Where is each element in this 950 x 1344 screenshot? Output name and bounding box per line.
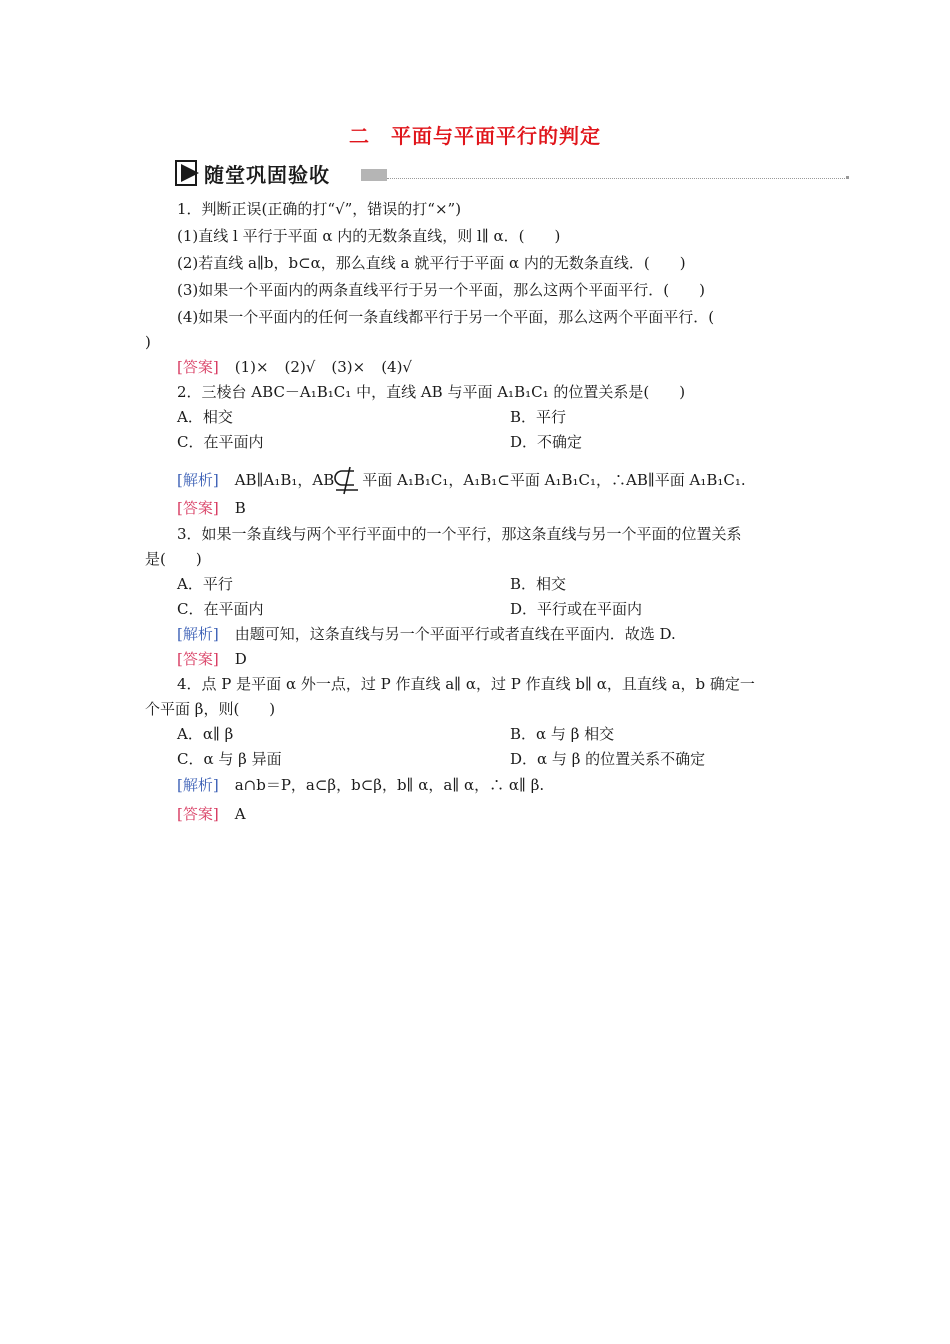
answer-tag: [答案]	[177, 650, 219, 668]
q1-answer-row	[177, 356, 428, 378]
analysis-tag: [解析]	[177, 471, 219, 489]
q1-answer-3: (3)×	[331, 358, 366, 376]
analysis-tag: [解析]	[177, 625, 219, 643]
q4-answer-row	[177, 803, 246, 825]
q4-option-b: B．α 与 β 相交	[510, 725, 615, 743]
q2-answer-row	[177, 497, 246, 519]
answer-tag: [答案]	[177, 499, 219, 517]
q4-stem: 4．点 P 是平面 α 外一点，过 P 作直线 a∥ α，过 P 作直线 b∥ α，且直线 a，b 确定一	[177, 675, 755, 693]
not-subset-icon	[332, 469, 364, 491]
q1-statement-4: (4)如果一个平面内的任何一条直线都平行于另一个平面，那么这两个平面平行．(	[177, 308, 715, 326]
q1-answer-1: (1)×	[234, 358, 269, 376]
q3-option-c: C．在平面内	[177, 600, 264, 618]
q1-answer-2: (2)√	[284, 358, 316, 376]
q2-option-d: D．不确定	[510, 433, 583, 451]
q3-analysis-row	[177, 623, 676, 645]
page-title: 二 平面与平面平行的判定	[349, 124, 601, 148]
q3-option-b: B．相交	[510, 575, 567, 593]
banner-end-dot	[846, 176, 849, 179]
answer-tag: [答案]	[177, 358, 219, 376]
play-arrow-icon	[175, 160, 201, 186]
q2-analysis-part2: 平面 A₁B₁C₁，A₁B₁⊂平面 A₁B₁C₁，∴AB∥平面 A₁B₁C₁.	[362, 471, 746, 489]
q3-answer-row	[177, 648, 247, 670]
section-banner	[175, 156, 850, 190]
q1-statement-2: (2)若直线 a∥b，b⊂α，那么直线 a 就平行于平面 α 内的无数条直线．( )	[177, 254, 686, 272]
q4-analysis: a∩b＝P，a⊂β，b⊂β，b∥ α，a∥ α，∴ α∥ β.	[234, 776, 545, 794]
q1-statement-1: (1)直线 l 平行于平面 α 内的无数条直线，则 l∥ α．( )	[177, 227, 561, 245]
q1-stem: 1．判断正误(正确的打“√”，错误的打“×”)	[177, 200, 462, 218]
answer-tag: [答案]	[177, 805, 219, 823]
banner-label: 随堂巩固验收	[204, 163, 330, 187]
q3-stem-wrap: 是( )	[145, 550, 202, 568]
q4-option-c: C．α 与 β 异面	[177, 750, 282, 768]
q4-option-d: D．α 与 β 的位置关系不确定	[510, 750, 706, 768]
q3-stem: 3．如果一条直线与两个平行平面中的一个平行，那这条直线与另一个平面的位置关系	[177, 525, 742, 543]
q1-answer-4: (4)√	[381, 358, 412, 376]
q1-statement-4-wrap: )	[145, 333, 151, 351]
q2-option-a: A．相交	[177, 408, 233, 426]
q2-option-c: C．在平面内	[177, 433, 264, 451]
q4-option-a: A．α∥ β	[177, 725, 234, 743]
q2-analysis-part1: AB∥A₁B₁，AB	[234, 471, 335, 489]
q3-option-a: A．平行	[177, 575, 233, 593]
analysis-tag: [解析]	[177, 776, 219, 794]
banner-bar	[361, 169, 387, 181]
q2-stem: 2．三棱台 ABC－A₁B₁C₁ 中，直线 AB 与平面 A₁B₁C₁ 的位置关系是( )	[177, 383, 686, 401]
q3-analysis: 由题可知，这条直线与另一个平面平行或者直线在平面内．故选 D.	[234, 625, 676, 643]
banner-divider	[387, 178, 847, 179]
q3-option-d: D．平行或在平面内	[510, 600, 643, 618]
q2-option-b: B．平行	[510, 408, 567, 426]
q4-stem-wrap: 个平面 β，则( )	[145, 700, 276, 718]
q1-statement-3: (3)如果一个平面内的两条直线平行于另一个平面，那么这两个平面平行．( )	[177, 281, 705, 299]
q2-answer: B	[234, 499, 246, 517]
q4-answer: A	[234, 805, 246, 823]
q2-analysis-row	[177, 469, 746, 491]
q3-answer: D	[234, 650, 247, 668]
q4-analysis-row	[177, 774, 544, 796]
